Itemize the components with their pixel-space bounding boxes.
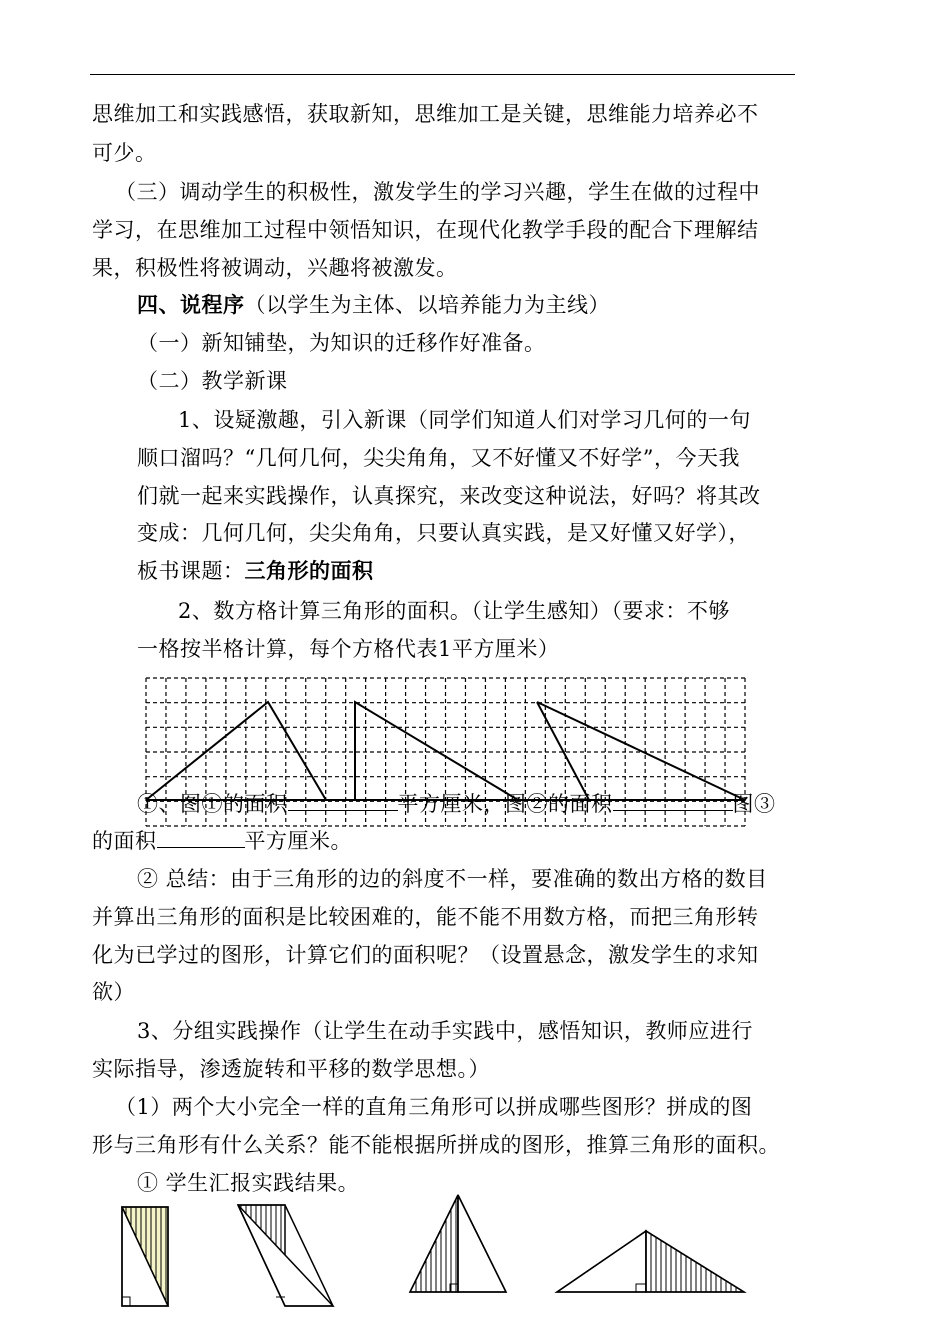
lesson-title-prefix: 板书课题： bbox=[137, 559, 245, 583]
question-area-3-cont: 的面积 bbox=[92, 829, 157, 853]
text-line: 1、设疑激趣，引入新课（同学们知道人们对学习几何的一句 bbox=[178, 408, 751, 432]
text-line: 们就一起来实践操作，认真探究，来改变这种说法，好吗？将其改 bbox=[137, 484, 761, 508]
question-unit: 平方厘米。 bbox=[244, 829, 352, 853]
text-line: 实际指导，渗透旋转和平移的数学思想。） bbox=[92, 1057, 490, 1081]
lesson-title: 三角形的面积 bbox=[244, 558, 374, 583]
text-line: ② 总结：由于三角形的边的斜度不一样，要准确的数出方格的数目 bbox=[137, 867, 768, 891]
figure-isosceles-triangle bbox=[410, 1195, 506, 1292]
text-line: 3、分组实践操作（让学生在动手实践中，感悟知识，教师应进行 bbox=[137, 1019, 753, 1043]
section-heading-bold: 四、说程序 bbox=[137, 292, 245, 317]
text-line: （1）两个大小完全一样的直角三角形可以拼成哪些图形？拼成的图 bbox=[115, 1095, 753, 1119]
text-line: 变成：几何几何，尖尖角角，只要认真实践，是又好懂又好学）， bbox=[137, 521, 750, 545]
text-line: 果，积极性将被调动，兴趣将被激发。 bbox=[92, 256, 458, 280]
subsection-2: （二）教学新课 bbox=[137, 369, 288, 393]
text-line: 可少。 bbox=[92, 141, 157, 165]
subsection-1: （一）新知铺垫，为知识的迁移作好准备。 bbox=[137, 331, 546, 355]
figure-parallelogram bbox=[238, 1205, 333, 1306]
text-line: 学习，在思维加工过程中领悟知识，在现代化教学手段的配合下理解结 bbox=[92, 218, 759, 242]
question-area-2: 平方厘米，图②的面积 bbox=[397, 792, 613, 816]
text-line: ① 学生汇报实践结果。 bbox=[137, 1171, 360, 1195]
question-area-3: 图③ bbox=[732, 792, 776, 816]
section-heading-rest: （以学生为主体、以培养能力为主线） bbox=[244, 293, 610, 317]
figure-rectangle bbox=[122, 1207, 168, 1306]
text-line: 化为已学过的图形，计算它们的面积呢？（设置悬念，激发学生的求知 bbox=[92, 943, 759, 967]
text-line: （三）调动学生的积极性，激发学生的学习兴趣，学生在做的过程中 bbox=[115, 180, 760, 204]
text-line: 形与三角形有什么关系？能不能根据所拼成的图形，推算三角形的面积。 bbox=[92, 1133, 780, 1157]
text-line: 2、数方格计算三角形的面积。（让学生感知）（要求：不够 bbox=[178, 599, 730, 623]
figure-wide-triangle bbox=[557, 1231, 744, 1292]
question-area-1: ①、图①的面积 bbox=[137, 792, 288, 816]
text-line: 顺口溜吗？“几何几何，尖尖角角，又不好懂又不好学”，今天我 bbox=[137, 446, 740, 470]
text-line: 并算出三角形的面积是比较困难的，能不能不用数方格，而把三角形转 bbox=[92, 905, 759, 929]
text-line: 欲） bbox=[92, 980, 135, 1004]
text-line: 一格按半格计算，每个方格代表1平方厘米） bbox=[137, 637, 560, 661]
text-line: 思维加工和实践感悟，获取新知，思维加工是关键，思维能力培养必不 bbox=[92, 102, 759, 126]
